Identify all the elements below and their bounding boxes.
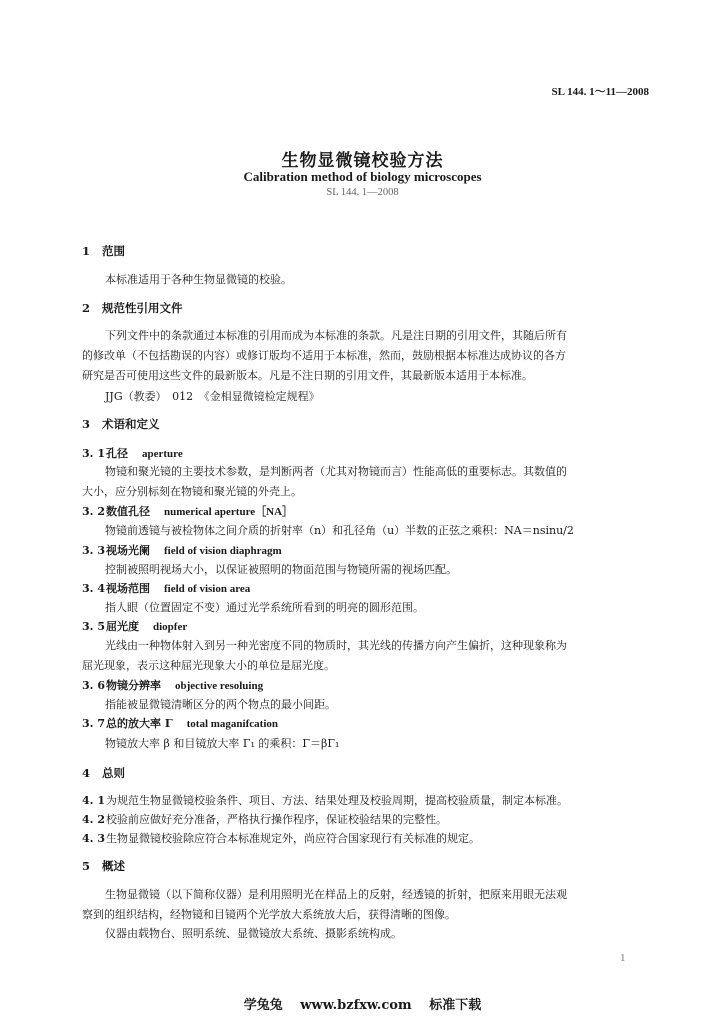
term-zh: 视场光阑: [106, 544, 150, 557]
paragraph-line: 下列文件中的条款通过本标准的引用而成为本标准的条款。凡是注日期的引用文件，其随后所有: [105, 329, 567, 342]
paragraph-line: 物镜放大率 β 和目镜放大率 Γ₁ 的乘积：Γ＝βΓ₁: [105, 737, 340, 750]
clause-text: 校验前应做好充分准备，严格执行操作程序，保证校验结果的完整性。: [106, 813, 447, 826]
standard-number: SL 144. 1—2008: [326, 187, 399, 198]
section-4-heading: [82, 765, 125, 781]
term-3-4-heading: [82, 580, 250, 596]
term-3-5-heading: [82, 618, 187, 634]
paragraph-line: 仪器由载物台、照明系统、显微镜放大系统、摄影系统构成。: [105, 927, 402, 940]
clause-4-1: [82, 792, 568, 808]
section-number: 5: [82, 859, 91, 873]
paragraph-line: 屈光现象，表示这种屈光现象大小的单位是屈光度。: [82, 659, 335, 672]
term-zh: 数值孔径: [106, 505, 150, 518]
paragraph-line: 指人眼（位置固定不变）通过光学系统所看到的明亮的圆形范围。: [105, 601, 424, 614]
term-zh: 物镜分辨率: [106, 679, 161, 692]
watermark-footer[interactable]: 学兔兔 www.bzfxw.com 标准下载: [243, 998, 482, 1013]
paragraph-line: 研究是否可使用这些文件的最新版本。凡是不注日期的引用文件，其最新版本适用于本标准。: [82, 369, 533, 382]
paragraph-line: 控制被照明视场大小，以保证被照明的物面范围与物镜所需的视场匹配。: [105, 563, 457, 576]
clause-text: 生物显微镜校验除应符合本标准规定外，尚应符合国家现行有关标准的规定。: [106, 832, 480, 845]
section-title: 范围: [102, 244, 125, 258]
term-number: 3. 7: [82, 717, 105, 730]
section-number: 2: [82, 301, 91, 315]
paragraph-line: 物镜前透镜与被检物体之间介质的折射率（n）和孔径角（u）半数的正弦之乘积：NA＝nsinu/2: [105, 524, 574, 537]
term-3-2-heading: [82, 503, 293, 519]
clause-number: 4. 1: [82, 794, 105, 807]
section-title: 总则: [102, 766, 125, 780]
section-title: 术语和定义: [102, 417, 160, 431]
clause-text: 为规范生物显微镜校验条件、项目、方法、结果处理及校验周期，提高校验质量，制定本标准。: [106, 794, 568, 807]
term-en: total maganifcation: [186, 718, 278, 730]
section-5-heading: [82, 858, 125, 874]
term-en: objective resoluing: [175, 680, 264, 692]
section-2-heading: [82, 300, 183, 316]
document-title: 生物显微镜校验方法: [281, 151, 444, 171]
paragraph-line: 生物显微镜（以下简称仪器）是利用照明光在样品上的反射，经透镜的折射，把原来用眼无法观: [105, 888, 567, 901]
paragraph-line: 光线由一种物体射入到另一种光密度不同的物质时，其光线的传播方向产生偏折，这种现象称为: [105, 639, 567, 652]
term-en: numerical aperture［NA］: [164, 506, 294, 518]
term-en: aperture: [142, 448, 183, 460]
section-1-text: 本标准适用于各种生物显微镜的校验。: [105, 273, 292, 286]
term-number: 3. 2: [82, 505, 105, 518]
term-3-1-heading: [82, 445, 183, 461]
section-3-heading: [82, 416, 160, 432]
section-title: 规范性引用文件: [102, 301, 183, 315]
term-en: field of vision area: [164, 583, 251, 595]
term-number: 3. 3: [82, 544, 105, 557]
paragraph-line: 的修改单（不包括勘误的内容）或修订版均不适用于本标准，然而，鼓励根据本标准达成协议的各方: [82, 349, 566, 362]
reference-item: JJG（教委） 012 《金相显微镜检定规程》: [105, 390, 320, 403]
term-en: diopfer: [153, 621, 188, 633]
clause-number: 4. 2: [82, 813, 105, 826]
standard-code-header: SL 144. 1～11—2008: [551, 86, 649, 98]
term-zh: 视场范围: [106, 582, 150, 595]
term-zh: 孔径: [106, 447, 128, 460]
clause-number: 4. 3: [82, 832, 105, 845]
term-number: 3. 5: [82, 620, 105, 633]
section-title: 概述: [102, 859, 125, 873]
term-number: 3. 6: [82, 679, 105, 692]
term-3-7-heading: [82, 715, 278, 731]
section-number: 1: [82, 244, 91, 258]
section-number: 4: [82, 766, 91, 780]
section-number: 3: [82, 417, 91, 431]
term-3-6-heading: [82, 677, 263, 693]
term-number: 3. 4: [82, 582, 105, 595]
document-english-title: Calibration method of biology microscopes: [243, 169, 482, 184]
page-number: 1: [620, 952, 626, 964]
paragraph-line: 指能被显微镜清晰区分的两个物点的最小间距。: [105, 698, 336, 711]
paragraph-line: 物镜和聚光镜的主要技术参数，是判断两者（尤其对物镜而言）性能高低的重要标志。其数值的: [105, 465, 567, 478]
paragraph-line: 大小，应分别标刻在物镜和聚光镜的外壳上。: [82, 485, 302, 498]
clause-4-3: [82, 830, 480, 846]
term-3-3-heading: [82, 542, 282, 558]
term-en: field of vision diaphragm: [164, 545, 282, 557]
term-zh: 总的放大率 Γ: [106, 717, 173, 730]
term-number: 3. 1: [82, 447, 105, 460]
paragraph-line: 察到的组织结构，经物镜和目镜两个光学放大系统放大后，获得清晰的图像。: [82, 908, 456, 921]
section-1-heading: [82, 243, 125, 259]
term-zh: 屈光度: [106, 620, 139, 633]
clause-4-2: [82, 811, 447, 827]
